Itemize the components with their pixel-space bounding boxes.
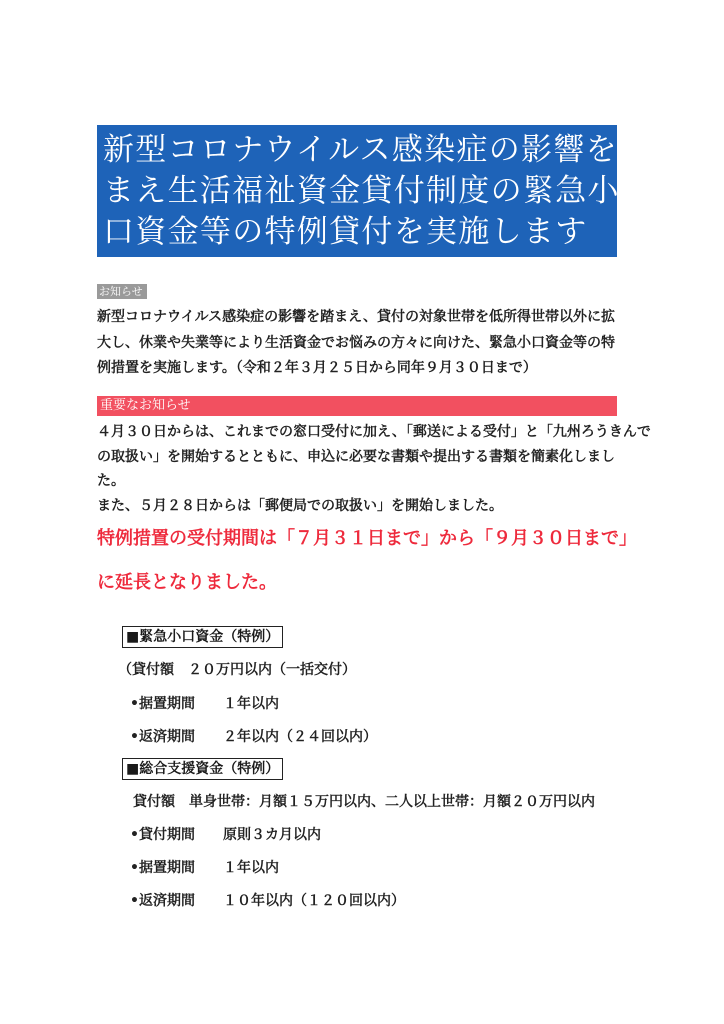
- emergency-amount: （貸付額 ２０万円以内（一括交付）: [118, 662, 356, 678]
- important-line-2: の取扱い」を開始するとともに、申込に必要な書類や提出する書類を簡素化しまし: [97, 449, 615, 465]
- important-line-3: た。: [97, 473, 125, 489]
- support-item-1: •貸付期間 原則３カ月以内: [130, 827, 321, 843]
- notice-line-1: 新型コロナウイルス感染症の影響を踏まえ、貸付の対象世帯を低所得世帯以外に拡: [97, 309, 615, 325]
- notice-line-2: 大し、休業や失業等により生活資金でお悩みの方々に向けた、緊急小口資金等の特: [97, 335, 615, 351]
- title-line-3: 口資金等の特例貸付を実施します: [103, 214, 588, 250]
- notice-line-3: 例措置を実施します。（令和２年３月２５日から同年９月３０日まで）: [97, 360, 537, 376]
- support-item-2: •据置期間 １年以内: [130, 860, 279, 876]
- support-amount: 貸付額 単身世帯：月額１５万円以内、二人以上世帯：月額２０万円以内: [133, 794, 595, 810]
- emergency-fund-heading: ■緊急小口資金（特例）: [122, 626, 283, 648]
- emergency-item-2: •返済期間 ２年以内（２４回以内）: [130, 729, 377, 745]
- emergency-item-1: •据置期間 １年以内: [130, 696, 279, 712]
- extension-line-1: 特例措置の受付期間は「７月３１日まで」から「９月３０日まで」: [97, 528, 637, 549]
- important-line-4: また、５月２８日からは「郵便局での取扱い」を開始しました。: [97, 498, 503, 514]
- extension-line-2: に延長となりました。: [97, 572, 277, 593]
- important-notice-label: 重要なお知らせ: [97, 396, 617, 416]
- support-item-3: •返済期間 １０年以内（１２０回以内）: [130, 893, 405, 909]
- support-fund-heading: ■総合支援資金（特例）: [122, 758, 283, 780]
- title-line-1: 新型コロナウイルス感染症の影響を踏: [103, 132, 651, 168]
- important-line-1: ４月３０日からは、これまでの窓口受付に加え、「郵送による受付」と「九州ろうきんで: [97, 424, 651, 440]
- title-line-2: まえ生活福祉資金貸付制度の緊急小: [103, 173, 620, 209]
- notice-label: お知らせ: [97, 284, 147, 299]
- title-banner: [97, 125, 651, 257]
